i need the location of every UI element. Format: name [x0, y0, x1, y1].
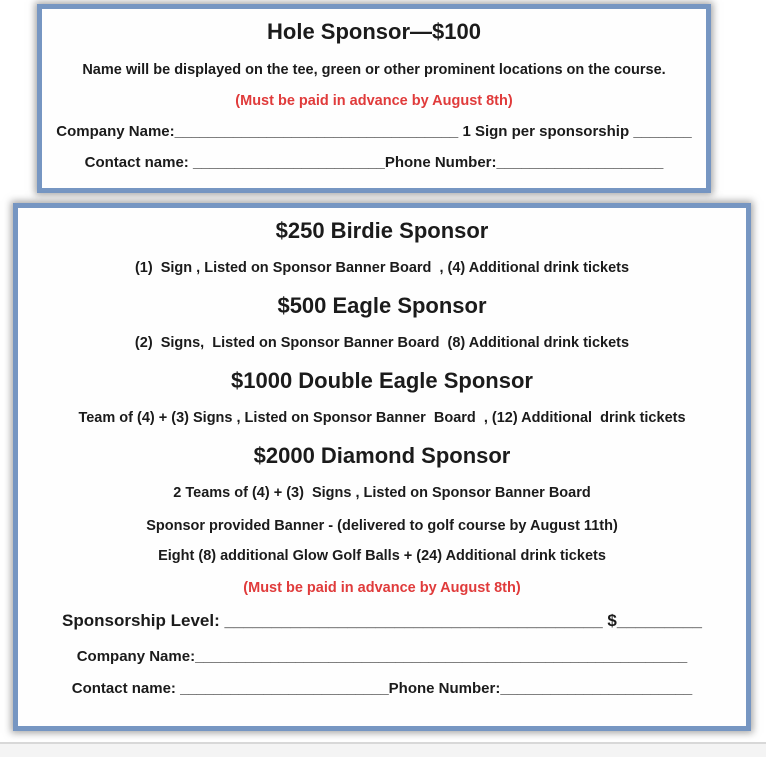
- hole-contact-line: [42, 155, 706, 171]
- hole-payment-notice: (Must be paid in advance by August 8th): [235, 93, 513, 109]
- levels-contact-line: [18, 680, 746, 698]
- company-name-label: Company Name:: [76, 648, 196, 665]
- diamond-sponsor-details-teams: 2 Teams of (4) + (3) Signs , Listed on Sponsor Banner Board: [173, 485, 591, 501]
- diamond-sponsor-title: $2000 Diamond Sponsor: [253, 443, 511, 468]
- levels-payment-notice: (Must be paid in advance by August 8th): [243, 580, 521, 596]
- hole-sponsor-box: [37, 4, 711, 193]
- company-name-blank: __________________________________: [174, 123, 459, 140]
- hole-company-line: [42, 124, 706, 140]
- phone-number-blank: _______________________: [500, 680, 693, 697]
- dollar-amount-blank: _________: [616, 611, 702, 630]
- birdie-sponsor-details: (1) Sign , Listed on Sponsor Banner Board , (4) Additional drink tickets: [134, 260, 630, 276]
- diamond-sponsor-details-balls: Eight (8) additional Glow Golf Balls + (24) Additional drink tickets: [158, 548, 606, 564]
- sponsorship-level-blank: ________________________________________: [224, 611, 603, 630]
- double-eagle-sponsor-title: $1000 Double Eagle Sponsor: [231, 368, 533, 393]
- eagle-sponsor-title: $500 Eagle Sponsor: [277, 293, 487, 318]
- sign-count-blank: _______: [633, 123, 692, 140]
- hole-sponsor-description: Name will be displayed on the tee, green or other prominent locations on the course.: [82, 62, 666, 78]
- sponsorship-level-line: [18, 610, 746, 632]
- sponsor-levels-box: [13, 203, 751, 731]
- contact-name-blank: _________________________: [180, 680, 389, 697]
- company-name-blank: ___________________________________________________________: [195, 648, 688, 665]
- double-eagle-sponsor-details: Team of (4) + (3) Signs , Listed on Sponsor Banner Board , (12) Additional drink tickets: [78, 410, 686, 426]
- phone-number-label: Phone Number:: [388, 680, 501, 697]
- sponsorship-level-label: Sponsorship Level:: [62, 611, 225, 630]
- contact-name-label: Contact name:: [84, 154, 193, 171]
- eagle-sponsor-details: (2) Signs, Listed on Sponsor Banner Board (8) Additional drink tickets: [134, 335, 630, 351]
- contact-name-blank: _______________________: [192, 154, 385, 171]
- levels-company-line: [18, 648, 746, 666]
- phone-number-label: Phone Number:: [384, 154, 497, 171]
- hole-sponsor-title: Hole Sponsor—$100: [267, 19, 481, 44]
- phone-number-blank: ____________________: [496, 154, 664, 171]
- diamond-sponsor-details-banner: Sponsor provided Banner - (delivered to golf course by August 11th): [146, 518, 618, 534]
- company-name-label: Company Name:: [56, 123, 175, 140]
- birdie-sponsor-title: $250 Birdie Sponsor: [275, 218, 489, 243]
- dollar-sign-label: $: [602, 611, 617, 630]
- sign-per-sponsorship-label: 1 Sign per sponsorship: [458, 123, 634, 140]
- contact-name-label: Contact name:: [71, 680, 181, 697]
